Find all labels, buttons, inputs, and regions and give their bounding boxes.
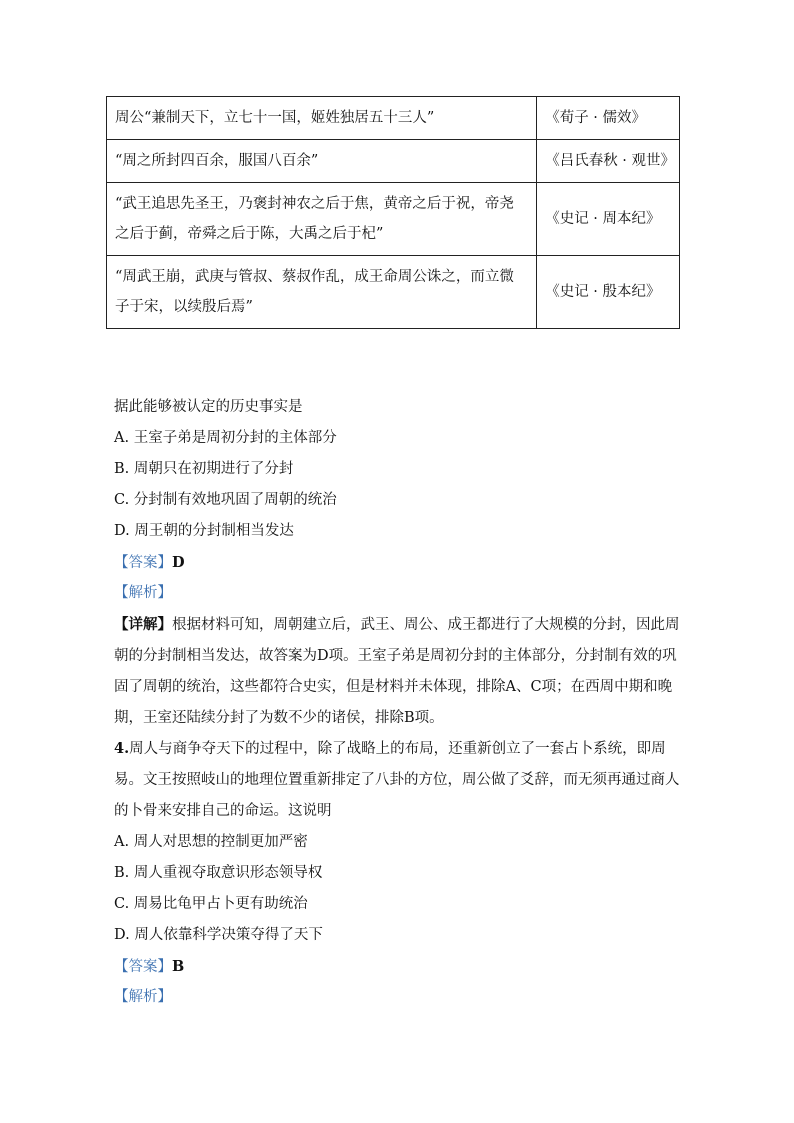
source-book: 《史记 · 殷本纪》	[537, 256, 680, 329]
question-text: 周人与商争夺天下的过程中，除了战略上的布局，还重新创立了一套占卜系统，即周易。文王按照岐山的地理位置重新排定了八卦的方位，周公做了爻辞，而无须再通过商人的卜骨来安排自己的命运。这说明	[114, 741, 680, 819]
option-b: B. 周人重视夺取意识形态领导权	[114, 865, 323, 881]
option-c: C. 分封制有效地巩固了周朝的统治	[114, 492, 337, 508]
source-quote: “周之所封四百余，服国八百余”	[107, 140, 537, 183]
source-book: 《吕氏春秋 · 观世》	[537, 140, 680, 183]
question-stem	[114, 733, 684, 827]
source-table	[106, 96, 680, 329]
option-d: D. 周人依靠科学决策夺得了天下	[114, 927, 323, 943]
option-b: B. 周朝只在初期进行了分封	[114, 461, 294, 477]
detail-text: 根据材料可知，周朝建立后，武王、周公、成王都进行了大规模的分封，因此周朝的分封制相当发达，故答案为D项。王室子弟是周初分封的主体部分，分封制有效的巩固了周朝的统治，这些都符合史实，但是材料并未体现，排除A、C项；在西周中期和晚期，王室还陆续分封了为数不少的诸侯，排除B项。	[114, 617, 680, 726]
table-row	[107, 97, 680, 140]
source-quote: 周公“兼制天下，立七十一国，姬姓独居五十三人”	[107, 97, 537, 140]
source-book: 《史记 · 周本纪》	[537, 183, 680, 256]
detail-paragraph	[114, 609, 684, 734]
source-quote: “周武王崩，武庚与管叔、蔡叔作乱，成王命周公诛之，而立微子于宋，以续殷后焉”	[107, 256, 537, 329]
question-3-body	[114, 392, 684, 734]
answer-line	[114, 547, 684, 578]
detail-label: 【详解】	[114, 616, 172, 633]
table-row	[107, 256, 680, 329]
analysis-label: 【解析】	[114, 585, 172, 601]
answer-label: 【答案】	[114, 555, 172, 571]
table-row	[107, 140, 680, 183]
source-quote: “武王追思先圣王，乃褒封神农之后于焦，黄帝之后于祝，帝尧之后于蓟，帝舜之后于陈，大禹之后于杞”	[107, 183, 537, 256]
table-row	[107, 183, 680, 256]
source-book: 《荀子 · 儒效》	[537, 97, 680, 140]
question-number: 4.	[114, 740, 130, 757]
analysis-label: 【解析】	[114, 989, 172, 1005]
question-stem: 据此能够被认定的历史事实是	[114, 399, 303, 415]
answer-value: D	[172, 554, 185, 571]
answer-label: 【答案】	[114, 959, 172, 975]
option-c: C. 周易比龟甲占卜更有助统治	[114, 896, 308, 912]
answer-line	[114, 951, 684, 982]
option-a: A. 周人对思想的控制更加严密	[114, 834, 308, 850]
question-4-body	[114, 733, 684, 1013]
option-d: D. 周王朝的分封制相当发达	[114, 523, 294, 539]
option-a: A. 王室子弟是周初分封的主体部分	[114, 430, 337, 446]
answer-value: B	[172, 958, 185, 975]
